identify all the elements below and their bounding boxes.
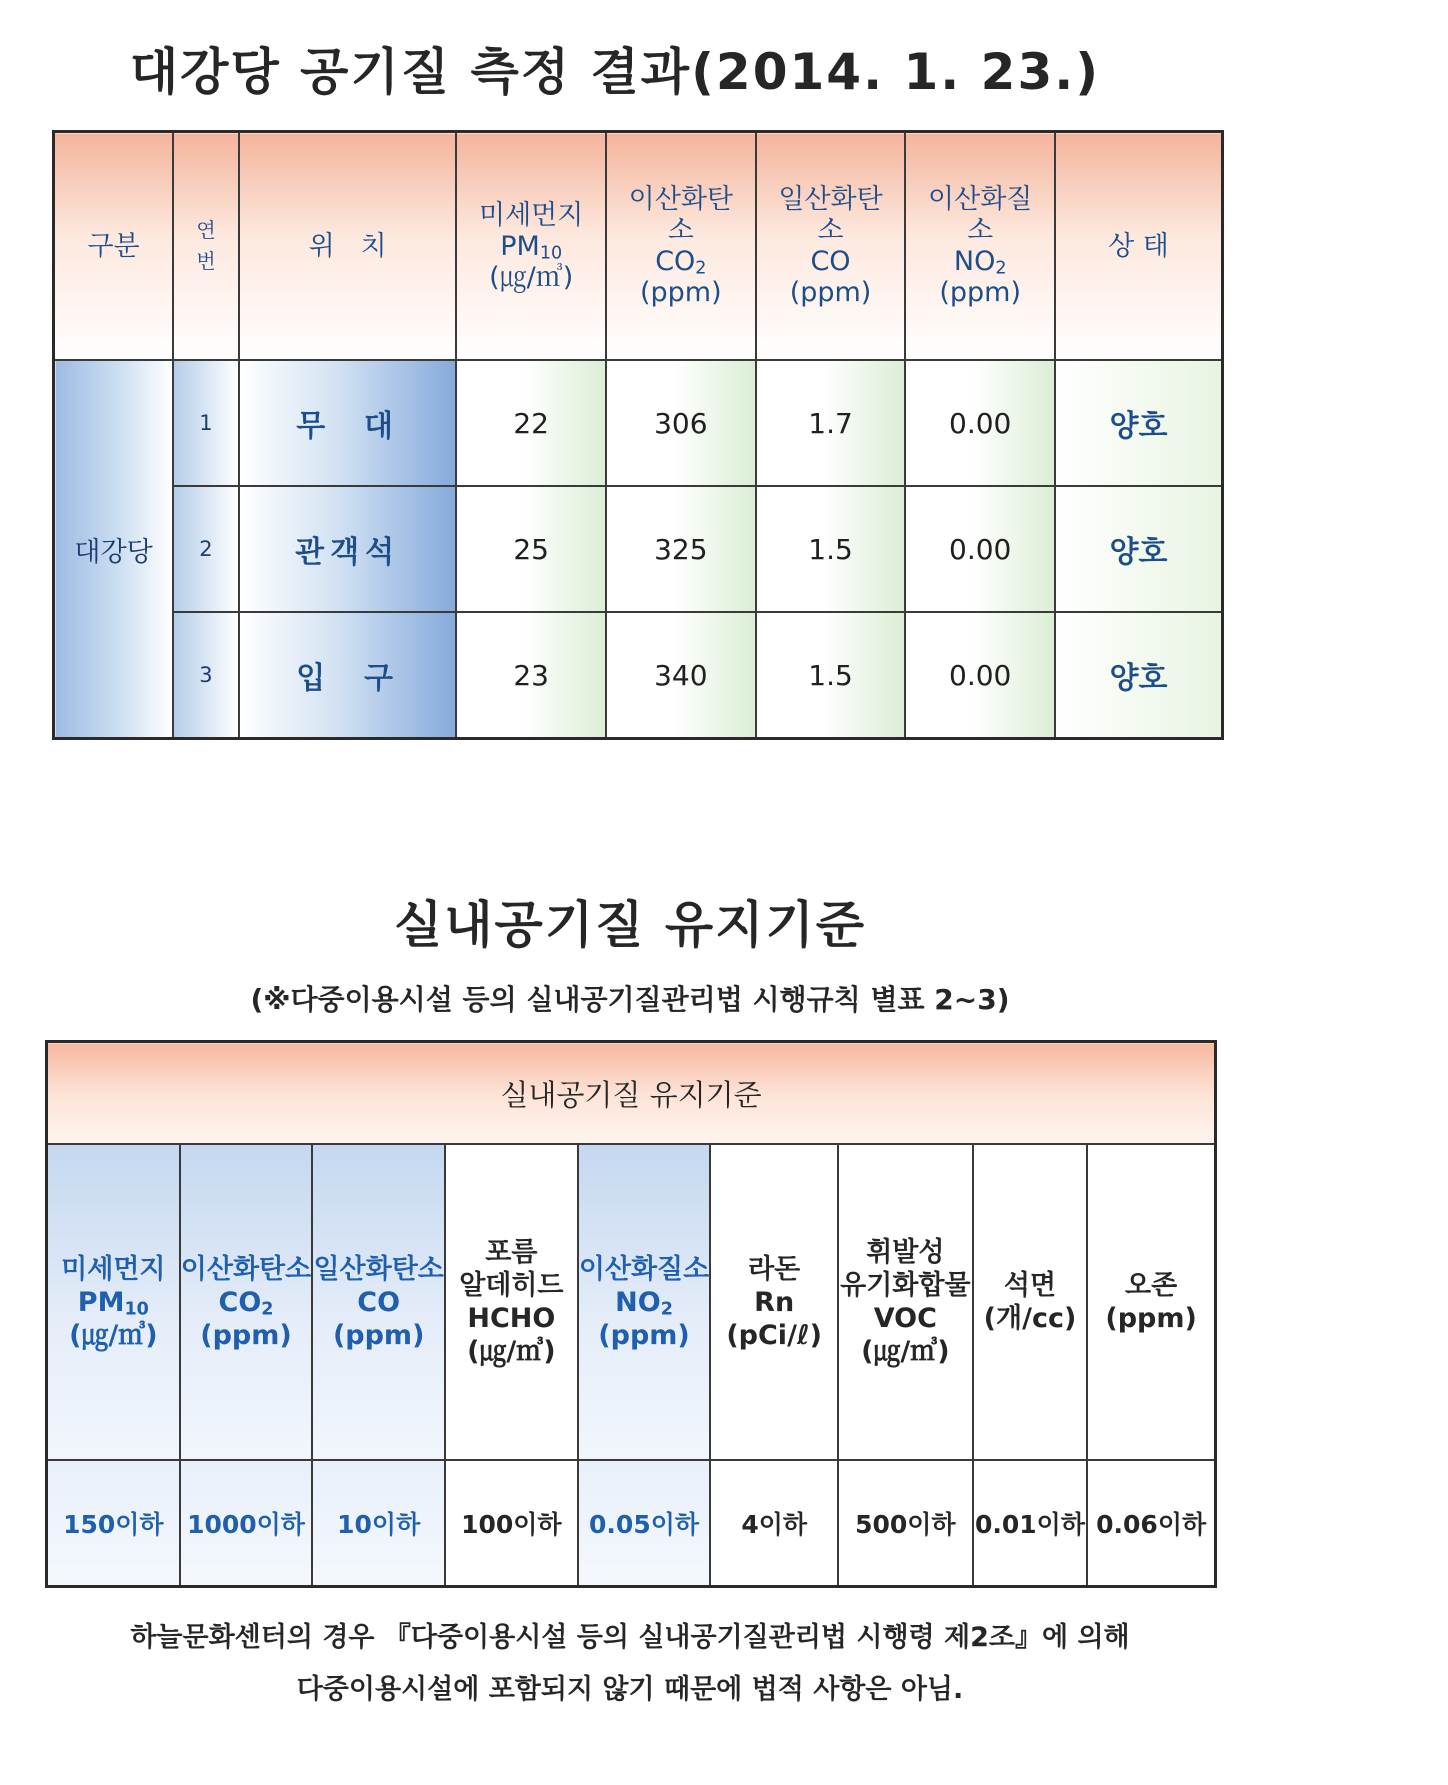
header-location: 위 치 <box>239 132 457 361</box>
standards-value-cell: 0.06이하 <box>1087 1460 1215 1587</box>
standards-header-cell: 휘발성 유기화합물 VOC (㎍/㎥) <box>838 1144 973 1460</box>
row-co2: 306 <box>606 360 756 486</box>
row-no2: 0.00 <box>905 612 1055 739</box>
standards-title-row <box>47 1042 1216 1145</box>
page-title: 대강당 공기질 측정 결과(2014. 1. 23.) <box>129 43 1101 101</box>
row-pm10: 22 <box>456 360 606 486</box>
standards-value-cell: 100이하 <box>445 1460 578 1587</box>
row-number: 3 <box>173 612 239 739</box>
gubun-cell: 대강당 <box>54 360 174 739</box>
standards-header-cell: 이산화질소 $NO_2$ (ppm) <box>578 1144 711 1460</box>
results-table <box>52 130 1224 740</box>
header-co2: 이산화탄 소 $CO_2$ (ppm) <box>606 132 756 361</box>
row-pm10: 25 <box>456 486 606 612</box>
header-pm10: 미세먼지 $PM_{10}$ (㎍/㎥) <box>456 132 606 361</box>
row-number: 1 <box>173 360 239 486</box>
row-status: 양호 <box>1055 486 1222 612</box>
standards-heading: 실내공기질 유지기준 <box>393 896 867 954</box>
standards-table-title: 실내공기질 유지기준 <box>47 1042 1216 1145</box>
header-co: 일산화탄 소 CO (ppm) <box>756 132 906 361</box>
standards-header-cell: 일산화탄소 CO (ppm) <box>312 1144 445 1460</box>
row-co2: 340 <box>606 612 756 739</box>
standards-value-cell: 4이하 <box>710 1460 838 1587</box>
header-gubun: 구분 <box>54 132 174 361</box>
row-no2: 0.00 <box>905 360 1055 486</box>
standards-header-row <box>47 1144 1216 1460</box>
standards-value-cell: 1000이하 <box>180 1460 313 1587</box>
row-location: 관객석 <box>239 486 457 612</box>
row-location: 입 구 <box>239 612 457 739</box>
standards-header-cell: 오존 (ppm) <box>1087 1144 1215 1460</box>
standards-value-cell: 0.05이하 <box>578 1460 711 1587</box>
standards-header-cell: 라돈 Rn (pCi/ℓ) <box>710 1144 838 1460</box>
standards-header-cell: 이산화탄소 $CO_2$ (ppm) <box>180 1144 313 1460</box>
footer-line-1: 하늘문화센터의 경우 『다중이용시설 등의 실내공기질관리법 시행령 제2조』에 의해 <box>130 1622 1130 1653</box>
standards-value-cell: 0.01이하 <box>973 1460 1088 1587</box>
row-co2: 325 <box>606 486 756 612</box>
header-yeonbeon: 연 번 <box>173 132 239 361</box>
header-no2: 이산화질 소 $NO_2$ (ppm) <box>905 132 1055 361</box>
standards-subtitle: (※다중이용시설 등의 실내공기질관리법 시행규칙 별표 2~3) <box>250 983 1010 1016</box>
results-header-row <box>54 132 1223 361</box>
standards-header-cell: 석면 (개/cc) <box>973 1144 1088 1460</box>
standards-value-cell: 150이하 <box>47 1460 180 1587</box>
standards-value-cell: 10이하 <box>312 1460 445 1587</box>
table-row <box>54 360 1223 486</box>
footer-note <box>30 1612 1230 1716</box>
footer-line-2: 다중이용시설에 포함되지 않기 때문에 법적 사항은 아님. <box>296 1674 964 1705</box>
table-row <box>54 612 1223 739</box>
row-no2: 0.00 <box>905 486 1055 612</box>
table-row <box>54 486 1223 612</box>
row-co: 1.5 <box>756 486 906 612</box>
row-co: 1.5 <box>756 612 906 739</box>
row-status: 양호 <box>1055 360 1222 486</box>
row-number: 2 <box>173 486 239 612</box>
standards-table <box>45 1040 1217 1588</box>
header-status: 상 태 <box>1055 132 1222 361</box>
standards-value-cell: 500이하 <box>838 1460 973 1587</box>
standards-header-cell: 포름 알데히드 HCHO (㎍/㎥) <box>445 1144 578 1460</box>
standards-header-cell: 미세먼지 $PM_{10}$ (㎍/㎥) <box>47 1144 180 1460</box>
row-co: 1.7 <box>756 360 906 486</box>
row-status: 양호 <box>1055 612 1222 739</box>
row-pm10: 23 <box>456 612 606 739</box>
row-location: 무 대 <box>239 360 457 486</box>
standards-value-row <box>47 1460 1216 1587</box>
